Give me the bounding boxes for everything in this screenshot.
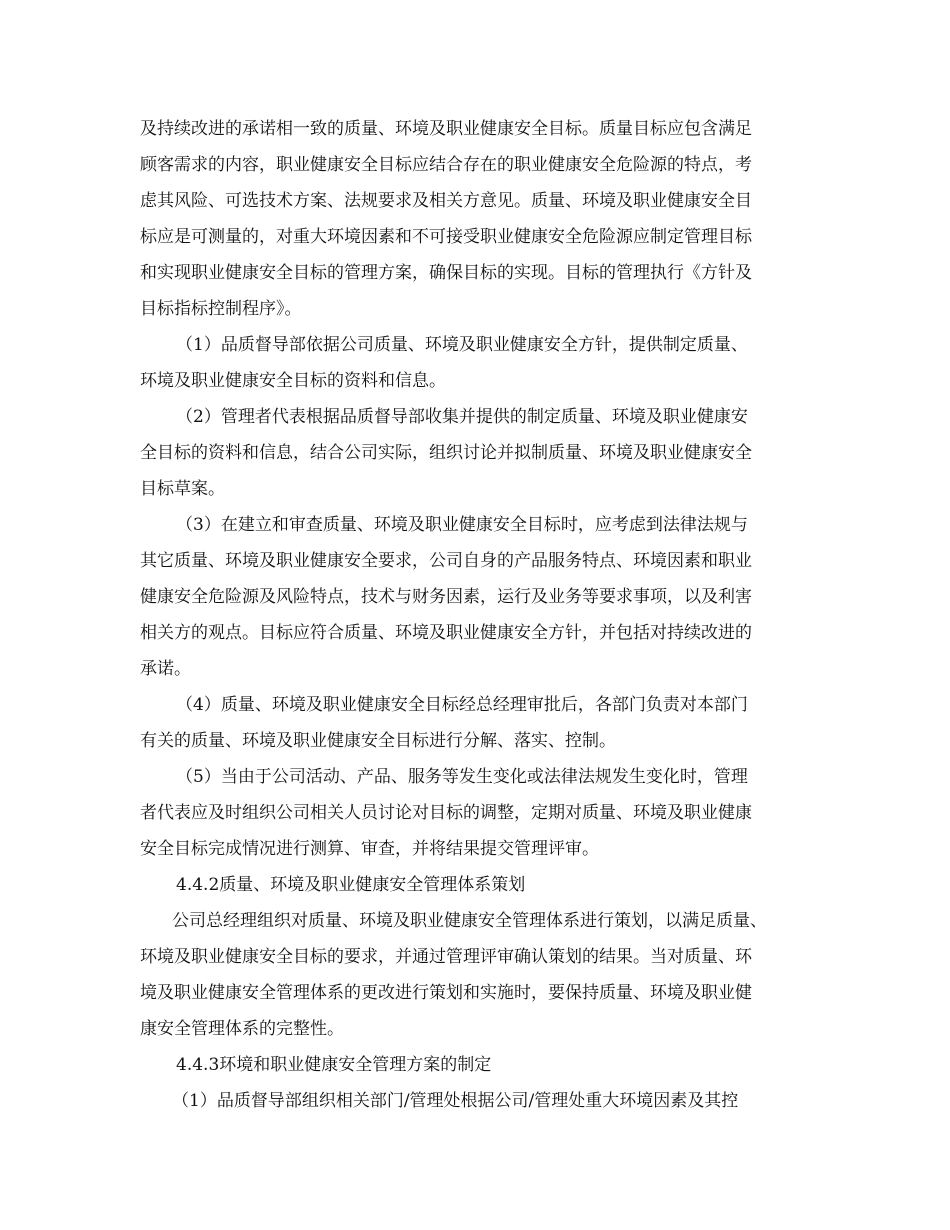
text-line: 康安全管理体系的完整性。 xyxy=(140,1019,344,1039)
text-line: 相关方的观点。目标应符合质量、环境及职业健康安全方针，并包括对持续改进的 xyxy=(140,623,752,643)
text-line: 其它质量、环境及职业健康安全要求，公司自身的产品服务特点、环境因素和职业 xyxy=(140,551,752,571)
text-line: 安全目标完成情况进行测算、审查，并将结果提交管理评审。 xyxy=(140,839,599,859)
text-line: 全目标的资料和信息，结合公司实际，组织讨论并拟制质量、环境及职业健康安全 xyxy=(140,443,752,463)
text-line: 健康安全危险源及风险特点，技术与财务因素，运行及业务等要求事项，以及利害 xyxy=(140,587,752,607)
text-line: 及持续改进的承诺相一致的质量、环境及职业健康安全目标。质量目标应包含满足 xyxy=(140,119,752,139)
text-line: 环境及职业健康安全目标的资料和信息。 xyxy=(140,371,446,391)
text-line: 有关的质量、环境及职业健康安全目标进行分解、落实、控制。 xyxy=(140,731,616,751)
text-line: 虑其风险、可选技术方案、法规要求及相关方意见。质量、环境及职业健康安全目 xyxy=(140,191,752,211)
text-line: 承诺。 xyxy=(140,659,191,679)
text-line: 者代表应及时组织公司相关人员讨论对目标的调整，定期对质量、环境及职业健康 xyxy=(140,803,752,823)
paragraph-item-3-start: （3）在建立和审查质量、环境及职业健康安全目标时，应考虑到法律法规与 xyxy=(176,515,748,535)
text-line: 和实现职业健康安全目标的管理方案，确保目标的实现。目标的管理执行《方针及 xyxy=(140,263,752,283)
text-line: 顾客需求的内容，职业健康安全目标应结合存在的职业健康安全危险源的特点，考 xyxy=(140,155,752,175)
text-line: 目标指标控制程序》。 xyxy=(140,299,302,319)
paragraph-item-2-start: （2）管理者代表根据品质督导部收集并提供的制定质量、环境及职业健康安 xyxy=(176,407,748,427)
text-line: 目标草案。 xyxy=(140,479,225,499)
text-line: 境及职业健康安全管理体系的更改进行策划和实施时，要保持质量、环境及职业健 xyxy=(140,983,752,1003)
paragraph-item-1-start: （1）品质督导部依据公司质量、环境及职业健康安全方针，提供制定质量、 xyxy=(176,335,748,355)
paragraph-item-5-start: （5）当由于公司活动、产品、服务等发生变化或法律法规发生变化时，管理 xyxy=(176,767,748,787)
section-heading-4-4-2: 4.4.2质量、环境及职业健康安全管理体系策划 xyxy=(176,875,526,895)
paragraph-item-1-start: （1）品质督导部组织相关部门/管理处根据公司/管理处重大环境因素及其控 xyxy=(172,1091,739,1111)
text-line: 标应是可测量的，对重大环境因素和不可接受职业健康安全危险源应制定管理目标 xyxy=(140,227,752,247)
paragraph-start: 公司总经理组织对质量、环境及职业健康安全管理体系进行策划，以满足质量、 xyxy=(172,911,767,931)
paragraph-item-4-start: （4）质量、环境及职业健康安全目标经总经理审批后，各部门负责对本部门 xyxy=(176,695,748,715)
section-heading-4-4-3: 4.4.3环境和职业健康安全管理方案的制定 xyxy=(176,1055,492,1075)
text-line: 环境及职业健康安全目标的要求，并通过管理评审确认策划的结果。当对质量、环 xyxy=(140,947,752,967)
